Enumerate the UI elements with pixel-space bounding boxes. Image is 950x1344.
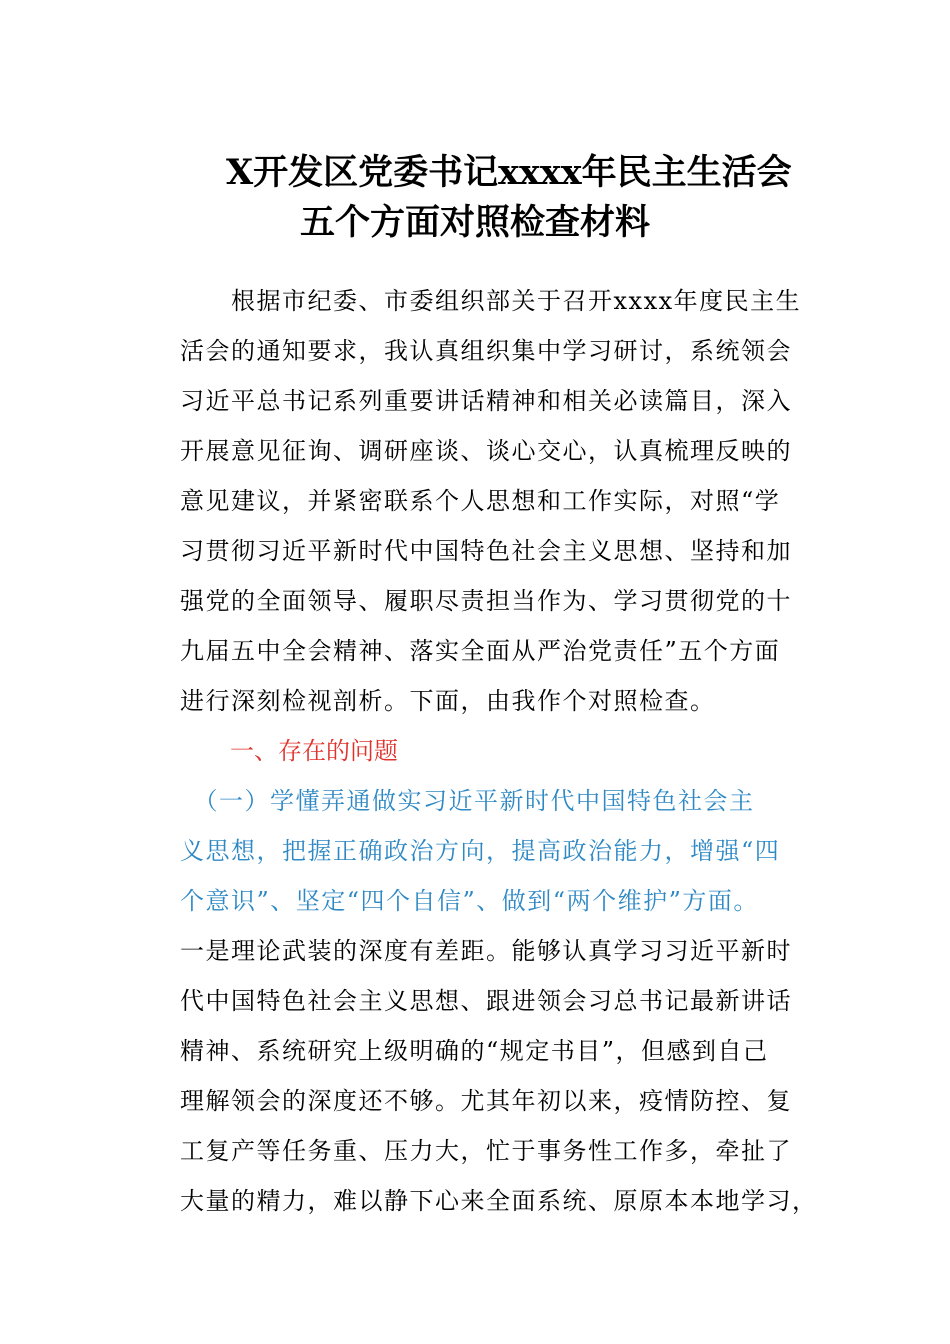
- intro-line: 习近平总书记系列重要讲话精神和相关必读篇目，深入: [180, 387, 792, 415]
- subsection-line: 义思想，把握正确政治方向，提高政治能力，增强“四: [180, 837, 781, 865]
- intro-line: 根据市纪委、市委组织部关于召开xxxx年度民主生: [180, 287, 802, 315]
- document-body: [180, 276, 820, 1226]
- section-heading: 一、存在的问题: [230, 737, 398, 765]
- intro-line: 活会的通知要求，我认真组织集中学习研讨，系统领会: [180, 337, 792, 365]
- intro-line: 意见建议，并紧密联系个人思想和工作实际，对照“学: [180, 487, 781, 515]
- subsection-line: 个意识”、坚定“四个自信”、做到“两个维护”方面。: [180, 887, 759, 915]
- intro-line: 强党的全面领导、履职尽责担当作为、学习贯彻党的十: [180, 587, 792, 615]
- title-line-2: 五个方面对照检查材料: [300, 202, 651, 243]
- point-line: 理解领会的深度还不够。尤其年初以来，疫情防控、复: [180, 1087, 792, 1115]
- title-line-1: X开发区党委书记xxxx年民主生活会: [226, 152, 792, 193]
- point-line: 一是理论武装的深度有差距。能够认真学习习近平新时: [180, 937, 792, 965]
- point-line: 代中国特色社会主义思想、跟进领会习总书记最新讲话: [180, 987, 792, 1015]
- intro-line: 九届五中全会精神、落实全面从严治党责任”五个方面: [180, 637, 781, 665]
- point-line: 工复产等任务重、压力大，忙于事务性工作多，牵扯了: [180, 1137, 792, 1165]
- point-line: 大量的精力，难以静下心来全面系统、原原本本地学习，: [180, 1187, 818, 1215]
- point-line: 精神、系统研究上级明确的“规定书目”，但感到自己: [180, 1037, 769, 1065]
- intro-line: 习贯彻习近平新时代中国特色社会主义思想、坚持和加: [180, 537, 792, 565]
- intro-line: 进行深刻检视剖析。下面，由我作个对照检查。: [180, 687, 716, 715]
- document-title: [0, 148, 950, 248]
- subsection-line: （一）学懂弄通做实习近平新时代中国特色社会主: [180, 787, 755, 815]
- intro-line: 开展意见征询、调研座谈、谈心交心，认真梳理反映的: [180, 437, 792, 465]
